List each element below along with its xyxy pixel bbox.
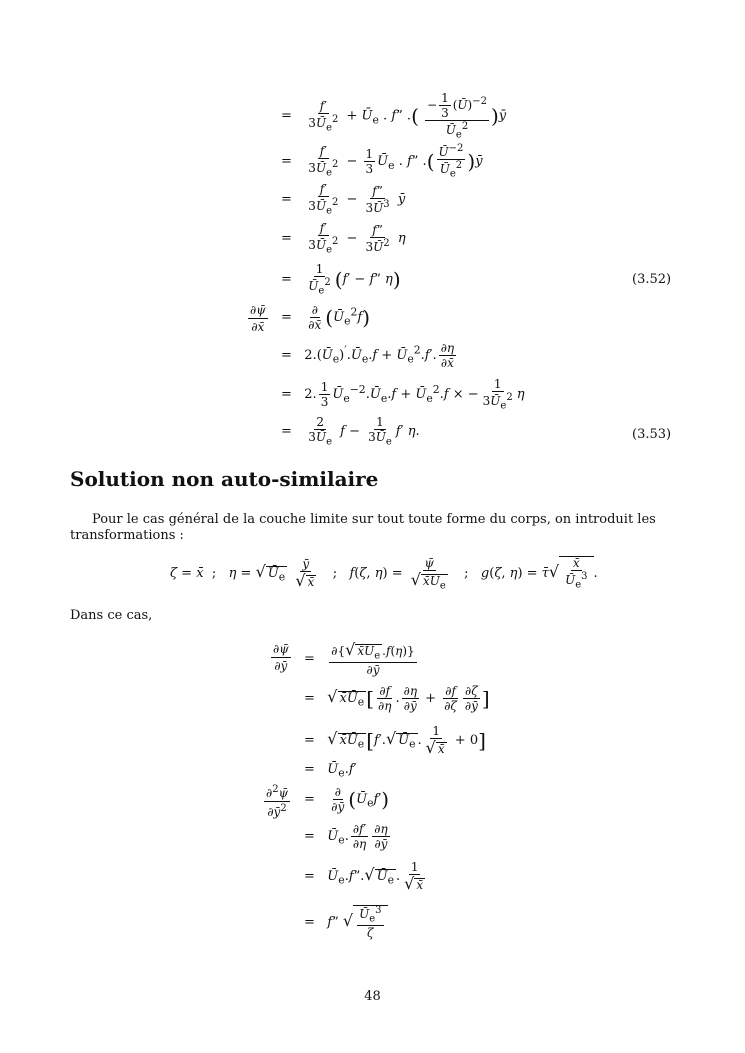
equation-row: = $\frac{1}{Ū_e^2}$ (f′ − f” η) — [281, 262, 401, 297]
paragraph-line: Pour le cas général de la couche limite sur tout toute forme du corps, on introduit les — [92, 512, 656, 527]
section-title: Solution non auto-similaire — [70, 467, 379, 491]
equation-row: = $Ū_e.f'$ — [304, 762, 357, 780]
equation-row: = √ $x̄Ū_e$ [f′.√ $Ū_e$ . $\frac{1}{√ x̄}$ + 0] — [304, 724, 486, 757]
equation-row: = $Ū_e$. $\frac{\partial f'}{\partial\eta}$ $\frac{\partial\eta}{\partial ȳ}$ — [304, 822, 388, 851]
transformations-equation: ζ = x̄ ; η = √ $Ū_e$ $\frac{ȳ}{√ x̄}$ ; f(ζ, η) = $\frac{\psī}{√ x̄Ū_e}$ ; g(ζ, η) = τ̄√ $\frac{x̄}{Ū_e^3}$ . — [170, 555, 598, 591]
equation-row: = $\frac{f'}{3Ū_e^2}$ − $\frac{1}{3}$ $Ū_e$ . f” .( $\frac{Ū^{-2}}{Ū_e^2}$ )ȳ — [281, 143, 483, 180]
equation-row: = √ $x̄Ū_e$ [ $\frac{\partial f}{\partial\eta}$ . $\frac{\partial\eta}{\partial ȳ}$ + $\frac{\partial f}{\partial\zeta}$ $\frac{\partial\zeta}{\partial ȳ}$ ] — [304, 684, 490, 713]
equation-row: = $\frac{\partial}{\partial ȳ}$ $(Ū_ef')$ — [304, 785, 390, 814]
equation-row: = $\frac{f'}{3Ū_e^2}$ − $\frac{f”}{3Ū^2}$ η — [281, 221, 406, 256]
paragraph-line: transformations : — [70, 528, 184, 543]
equation-row: = $\frac{2}{3Ū_e}$ f − $\frac{1}{3Ū_e}$ f′ η. — [281, 415, 420, 448]
equation-lhs: $\frac{\partial^2\psī}{\partial ȳ^2}$ — [266, 784, 289, 819]
equation-number: (3.53) — [632, 427, 672, 442]
equation-lhs: $\frac{\partial\psī}{\partial x̄}$ — [250, 303, 266, 334]
equation-row: = f” √ $\frac{Ū_e^3}{\zeta}$ — [304, 905, 388, 939]
equation-row: = $Ū_e.f”.√$ $Ū_e$ . $\frac{1}{√ x̄}$ — [304, 860, 424, 893]
equation-row: = $\frac{f'}{3Ū_e^2}$ + $Ū_e$ . f” .( − $\frac{1}{3}$ (Ū)$^{-2}$ $Ū_e^2$ )ȳ — [281, 91, 507, 141]
paragraph-line: Dans ce cas, — [70, 608, 153, 623]
equation-row: = $\frac{\partial}{\partial x̄}$ $(Ū_e^2f)$ — [281, 303, 371, 332]
equation-row: = $2.(Ū_e)'.Ū_e.f$ + $Ū_e^2.f'$. $\frac{\partial\eta}{\partial x̄}$ — [281, 341, 455, 370]
page-number: 48 — [364, 989, 381, 1004]
equation-number: (3.52) — [632, 272, 672, 287]
equation-row: = $\frac{\partial\{√ x̄Ū_e .f(\eta)\}}{\partial ȳ}$ — [304, 640, 415, 678]
equation-row: = 2. $\frac{1}{3}$ $Ū_e^{-2}.Ū_e.f$ + $Ū_e^2.f$ × − $\frac{1}{3Ū_e^2}$ η — [281, 377, 525, 412]
equation-row: = $\frac{f'}{3Ū_e^2}$ − $\frac{f”}{3Ū^3}$ ȳ — [281, 182, 406, 217]
equation-lhs: $\frac{\partial\psī}{\partial ȳ}$ — [273, 642, 289, 673]
